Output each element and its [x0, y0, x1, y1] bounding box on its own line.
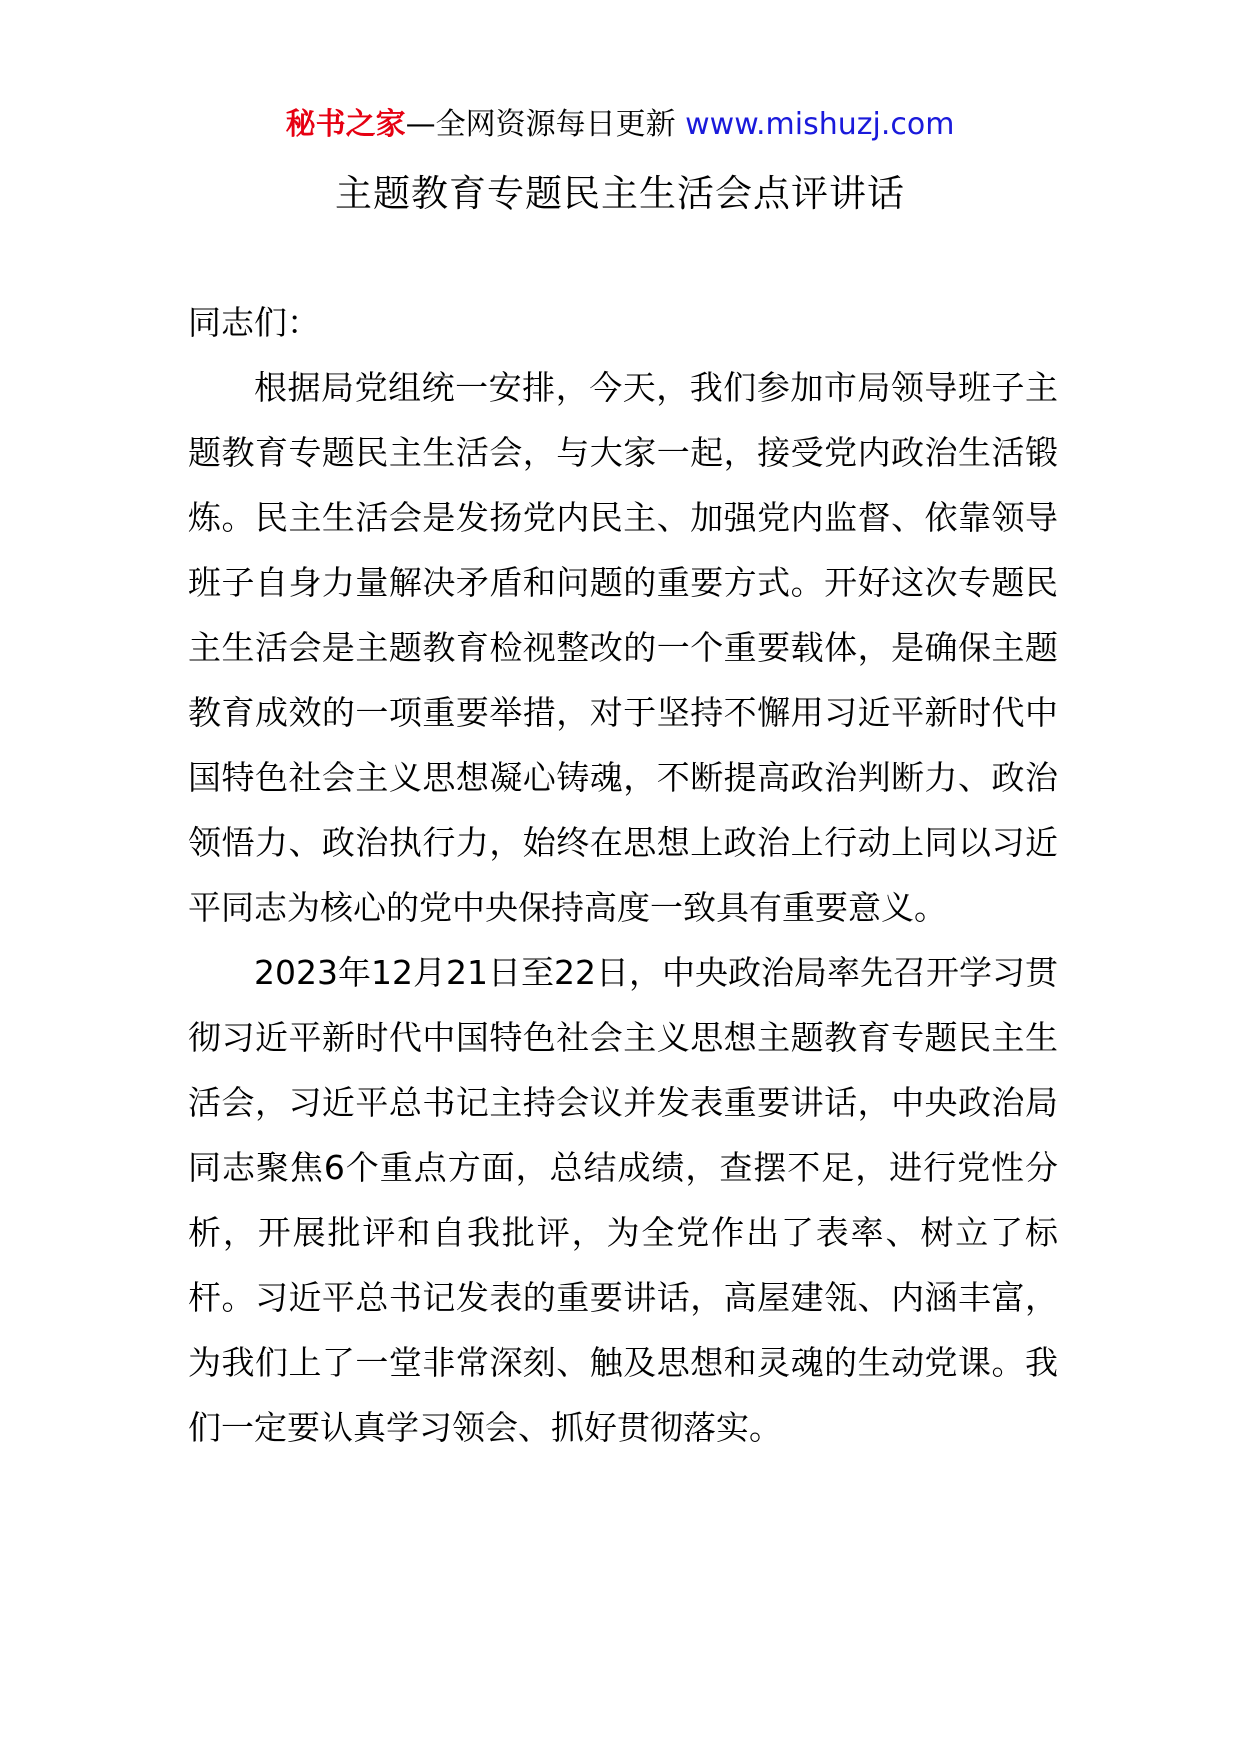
- paragraph-1: 根据局党组统一安排，今天，我们参加市局领导班子主题教育专题民主生活会，与大家一起，接受党内政治生活锻炼。民主生活会是发扬党内民主、加强党内监督、依靠领导班子自身力量解决矛盾和问题的重要方式。开好这次专题民主生活会是主题教育检视整改的一个重要载体，是确保主题教育成效的一项重要举措，对于坚持不懈用习近平新时代中国特色社会主义思想凝心铸魂，不断提高政治判断力、政治领悟力、政治执行力，始终在思想上政治上行动上同以习近平同志为核心的党中央保持高度一致具有重要意义。: [188, 368, 1058, 927]
- paragraph-2: 2023年12月21日至22日，中央政治局率先召开学习贯彻习近平新时代中国特色社会主义思想主题教育专题民主生活会，习近平总书记主持会议并发表重要讲话，中央政治局同志聚焦6个重点方面，总结成绩，查摆不足，进行党性分析，开展批评和自我批评，为全党作出了表率、树立了标杆。习近平总书记发表的重要讲话，高屋建瓴、内涵丰富，为我们上了一堂非常深刻、触及思想和灵魂的生动党课。我们一定要认真学习领会、抓好贯彻落实。: [188, 953, 1058, 1447]
- site-header: [0, 103, 1240, 147]
- document-body: [188, 290, 1058, 1460]
- salutation: 同志们：: [188, 303, 320, 342]
- site-url-link[interactable]: www.mishuzj.com: [685, 107, 955, 142]
- header-slogan: —全网资源每日更新: [405, 107, 676, 142]
- brand-name: 秘书之家: [285, 107, 406, 142]
- document-title: 主题教育专题民主生活会点评讲话: [335, 172, 905, 215]
